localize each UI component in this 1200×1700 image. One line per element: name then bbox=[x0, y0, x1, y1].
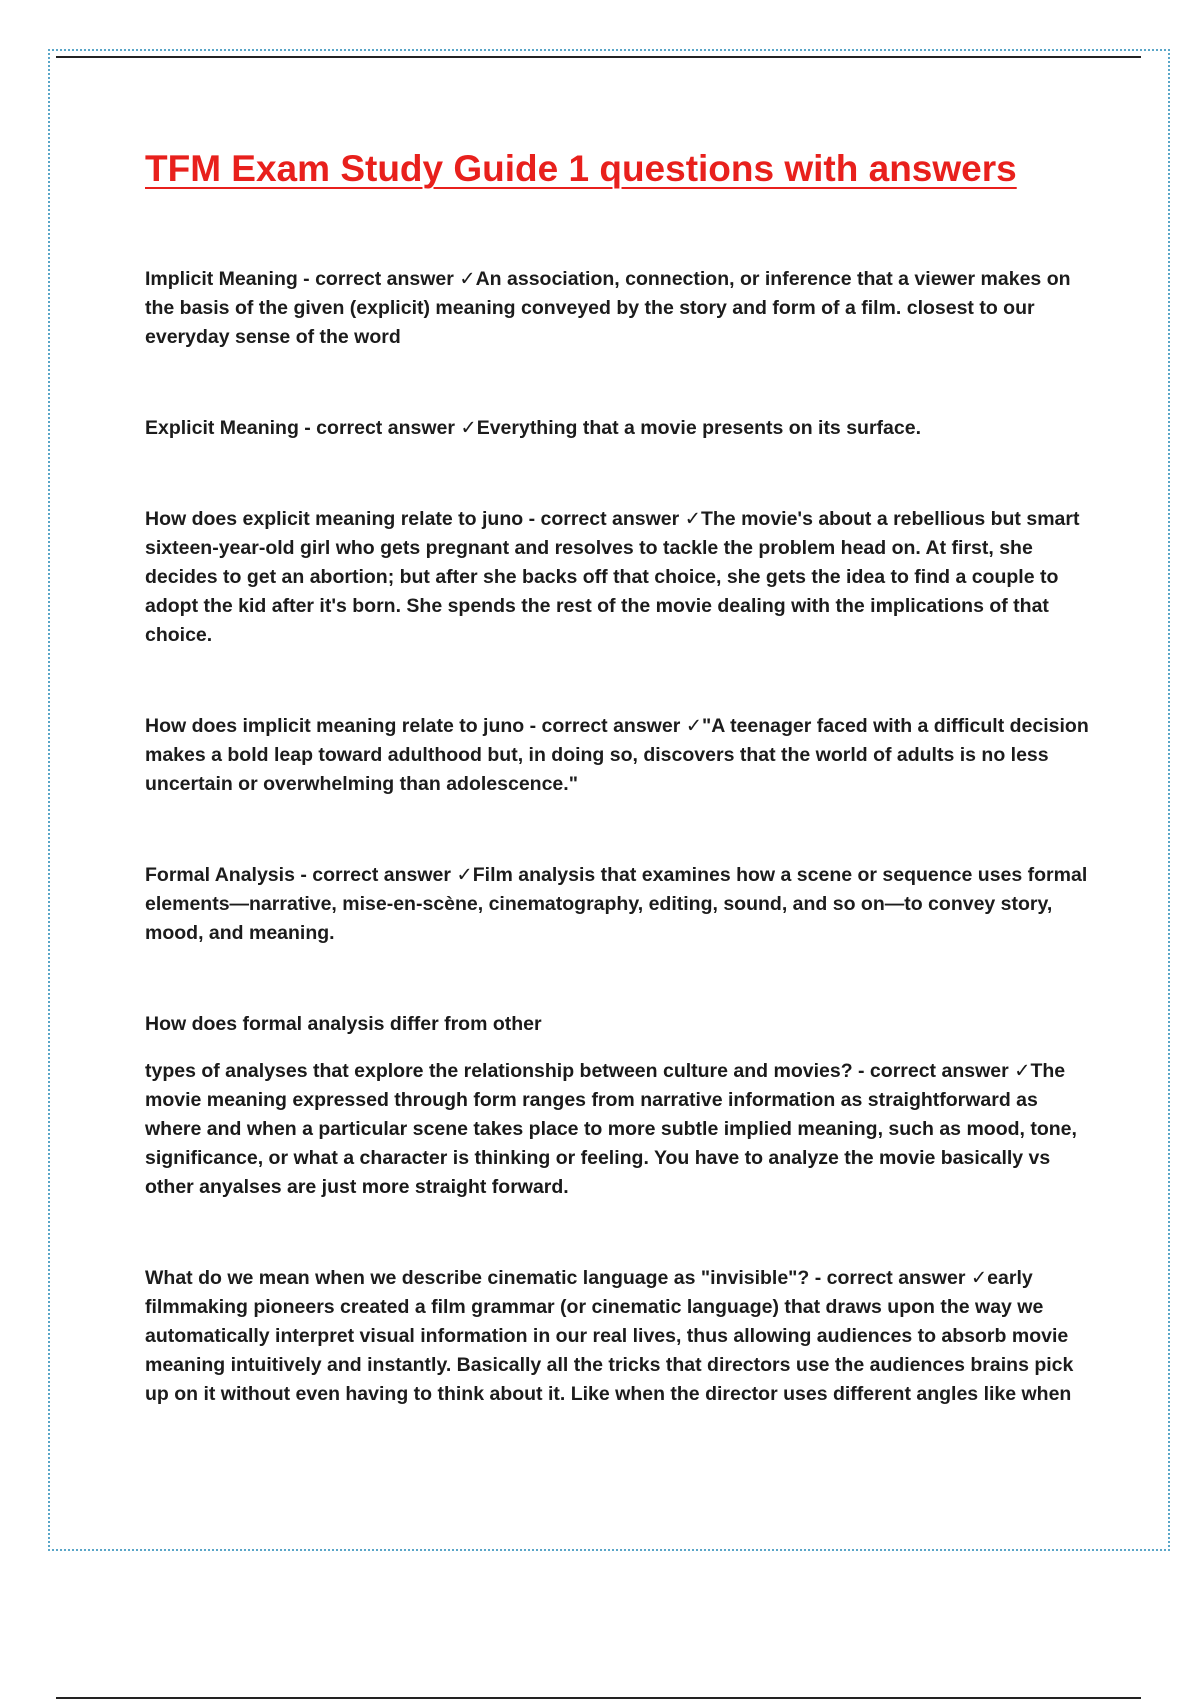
document-body bbox=[145, 265, 1095, 1471]
header-rule bbox=[56, 56, 1141, 58]
check-icon: ✓ bbox=[970, 1267, 988, 1289]
answer-text: The movie's about a rebellious but smart sixteen-year-old girl who gets pregnant and resolves to tackle the problem head on. At first, she decides to get an abortion; but after she backs off that choice, she gets the idea to find a couple to adopt the kid after it's born. She spends the rest of the movie dealing with the implications of that choice. bbox=[145, 508, 1080, 646]
check-icon: ✓ bbox=[1014, 1060, 1031, 1082]
question-text: Explicit Meaning - correct answer bbox=[145, 417, 461, 439]
qa-invisible-language bbox=[145, 1264, 1095, 1409]
question-text: Implicit Meaning - correct answer bbox=[145, 268, 460, 290]
check-icon: ✓ bbox=[685, 715, 703, 737]
question-text: Formal Analysis - correct answer bbox=[145, 864, 457, 886]
check-icon: ✓ bbox=[684, 508, 701, 530]
qa-explicit-juno bbox=[145, 505, 1095, 650]
check-icon: ✓ bbox=[460, 417, 477, 439]
answer-text: An association, connection, or inference that a viewer makes on the basis of the given (explicit) meaning conveyed by the story and form of a film. closest to our everyday sense of the word bbox=[145, 268, 1071, 348]
check-icon: ✓ bbox=[459, 268, 476, 290]
qa-implicit-juno bbox=[145, 712, 1095, 799]
question-text: What do we mean when we describe cinematic language as "invisible"? - correct answer bbox=[145, 1267, 971, 1289]
qa-formal-analysis bbox=[145, 861, 1095, 948]
qa-explicit-meaning bbox=[145, 414, 1095, 443]
answer-text: early filmmaking pioneers created a film grammar (or cinematic language) that draws upon the way we automatically interpret visual information in our real lives, thus allowing audiences to absorb movie meaning intuitively and instantly. Basically all the tricks that directors use the audiences brains pick up on it without even having to think about it. Like when the director uses different angles like when bbox=[145, 1267, 1074, 1405]
question-text: How does implicit meaning relate to juno - correct answer bbox=[145, 715, 686, 737]
qa-formal-analysis-differ bbox=[145, 1057, 1095, 1202]
question-text: How does explicit meaning relate to juno - correct answer bbox=[145, 508, 685, 530]
question-text: types of analyses that explore the relationship between culture and movies? - correct answer bbox=[145, 1060, 1015, 1082]
answer-text: "A teenager faced with a difficult decision makes a bold leap toward adulthood but, in doing so, discovers that the world of adults is no less uncertain or overwhelming than adolescence." bbox=[145, 715, 1089, 795]
check-icon: ✓ bbox=[456, 864, 473, 886]
document-title: TFM Exam Study Guide 1 questions with answers bbox=[145, 148, 1017, 189]
qa-implicit-meaning bbox=[145, 265, 1095, 352]
qa-formal-analysis-differ-head: How does formal analysis differ from other bbox=[145, 1013, 542, 1035]
answer-text: The movie meaning expressed through form ranges from narrative information as straightforward as where and when a particular scene takes place to more subtle implied meaning, such as mood, tone, significance, or what a character is thinking or feeling. You have to analyze the movie basically vs other anyalses are just more straight forward. bbox=[145, 1060, 1077, 1198]
answer-text: Everything that a movie presents on its surface. bbox=[476, 417, 921, 439]
footer-rule bbox=[56, 1697, 1141, 1699]
answer-text: Film analysis that examines how a scene or sequence uses formal elements—narrative, mise-en-scène, cinematography, editing, sound, and so on—to convey story, mood, and meaning. bbox=[145, 864, 1088, 944]
